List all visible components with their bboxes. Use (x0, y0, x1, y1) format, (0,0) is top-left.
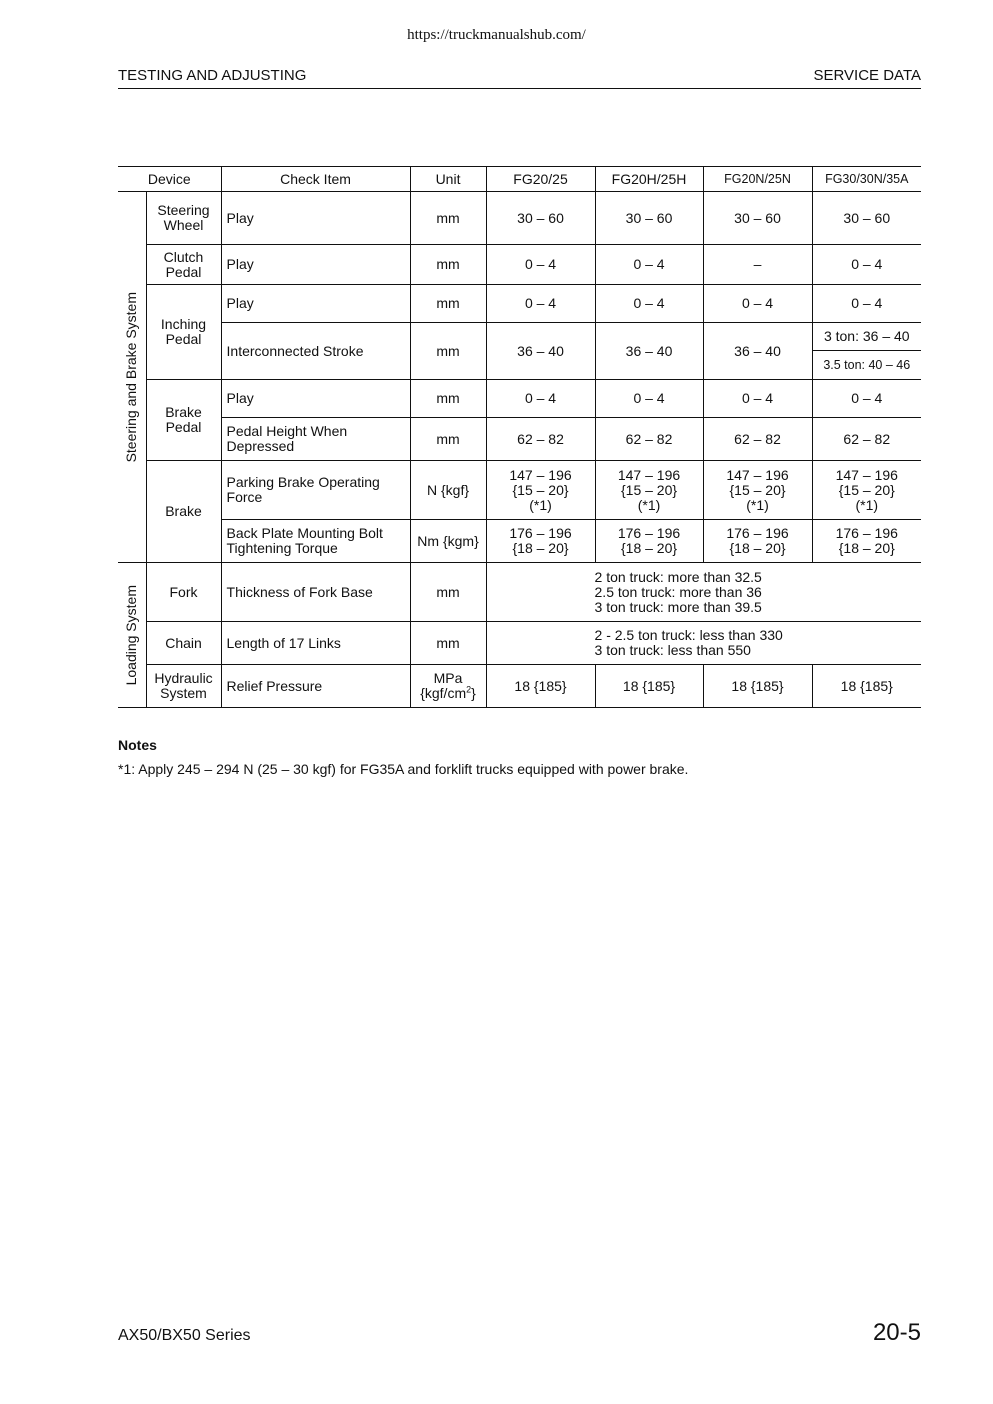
unit: mm (410, 563, 486, 622)
check-item: Length of 17 Links (221, 622, 410, 665)
col-device: Device (118, 167, 221, 192)
device-brake: Brake (146, 461, 221, 563)
value: 0 – 4 (486, 245, 595, 285)
value: 0 – 4 (703, 285, 812, 323)
value: 0 – 4 (486, 285, 595, 323)
value: 36 – 40 (703, 323, 812, 380)
check-item: Relief Pressure (221, 665, 410, 708)
value-fork-base: 2 ton truck: more than 32.5 2.5 ton truck: more than 36 3 ton truck: more than 39.5 (486, 563, 921, 622)
unit: mm (410, 380, 486, 418)
value: 147 – 196 {15 – 20} (*1) (812, 461, 921, 520)
device-clutch-pedal: Clutch Pedal (146, 245, 221, 285)
table-row (118, 192, 921, 245)
value: 62 – 82 (595, 418, 703, 461)
table-row (118, 622, 921, 665)
system-label-steering: Steering and Brake System (118, 192, 146, 563)
value-chain-length: 2 - 2.5 ton truck: less than 330 3 ton truck: less than 550 (486, 622, 921, 665)
table-row (118, 520, 921, 563)
col-check-item: Check Item (221, 167, 410, 192)
value: 30 – 60 (595, 192, 703, 245)
value: 0 – 4 (812, 285, 921, 323)
table-row (118, 245, 921, 285)
table-header-row (118, 167, 921, 192)
check-item: Back Plate Mounting Bolt Tightening Torque (221, 520, 410, 563)
col-fg20n-25n: FG20N/25N (703, 167, 812, 192)
value: 0 – 4 (595, 380, 703, 418)
check-item: Play (221, 192, 410, 245)
check-item: Thickness of Fork Base (221, 563, 410, 622)
value: 0 – 4 (812, 380, 921, 418)
value: 176 – 196 {18 – 20} (595, 520, 703, 563)
value-3-5-ton: 3.5 ton: 40 – 46 (812, 351, 921, 380)
table-row (118, 461, 921, 520)
value: 62 – 82 (703, 418, 812, 461)
unit: mm (410, 622, 486, 665)
unit: mm (410, 192, 486, 245)
service-data-table (118, 166, 921, 708)
value: 147 – 196 {15 – 20} (*1) (595, 461, 703, 520)
unit: mm (410, 245, 486, 285)
value: 0 – 4 (595, 285, 703, 323)
value: 30 – 60 (812, 192, 921, 245)
value: 176 – 196 {18 – 20} (703, 520, 812, 563)
page-number: 20-5 (872, 1319, 921, 1346)
value: 0 – 4 (703, 380, 812, 418)
value: 36 – 40 (486, 323, 595, 380)
value-3-ton: 3 ton: 36 – 40 (812, 323, 921, 351)
check-item: Play (221, 285, 410, 323)
value: 0 – 4 (486, 380, 595, 418)
unit: N {kgf} (410, 461, 486, 520)
value: 18 {185} (703, 665, 812, 708)
value: 0 – 4 (595, 245, 703, 285)
device-brake-pedal: Brake Pedal (146, 380, 221, 461)
check-item: Play (221, 380, 410, 418)
value: 18 {185} (595, 665, 703, 708)
value: 36 – 40 (595, 323, 703, 380)
check-item: Pedal Height When Depressed (221, 418, 410, 461)
col-fg20-25: FG20/25 (486, 167, 595, 192)
value: 30 – 60 (486, 192, 595, 245)
col-fg20h-25h: FG20H/25H (595, 167, 703, 192)
value: 0 – 4 (812, 245, 921, 285)
table-row (118, 418, 921, 461)
device-inching-pedal: Inching Pedal (146, 285, 221, 380)
table-row (118, 380, 921, 418)
unit: MPa $\{kgf/cm^2\}$ (410, 665, 486, 708)
source-url[interactable]: https://truckmanualshub.com/ (407, 27, 586, 43)
note-1: *1: Apply 245 – 294 N (25 – 30 kgf) for FG35A and forklift trucks equipped with power brake. (118, 761, 689, 777)
header-rule (118, 88, 921, 89)
check-item: Play (221, 245, 410, 285)
unit: mm (410, 418, 486, 461)
check-item: Interconnected Stroke (221, 323, 410, 380)
value: 62 – 82 (486, 418, 595, 461)
col-fg30-30n-35a: FG30/30N/35A (812, 167, 921, 192)
table-row (118, 563, 921, 622)
value: 176 – 196 {18 – 20} (812, 520, 921, 563)
value: 176 – 196 {18 – 20} (486, 520, 595, 563)
col-unit: Unit (410, 167, 486, 192)
value: 30 – 60 (703, 192, 812, 245)
device-steering-wheel: Steering Wheel (146, 192, 221, 245)
table-row (118, 285, 921, 323)
value: 18 {185} (812, 665, 921, 708)
device-hydraulic-system: Hydraulic System (146, 665, 221, 708)
device-chain: Chain (146, 622, 221, 665)
unit: mm (410, 323, 486, 380)
table-row (118, 665, 921, 708)
system-label-loading: Loading System (118, 563, 146, 708)
table-row (118, 323, 921, 351)
header-chapter-title: SERVICE DATA (813, 67, 921, 84)
value: 147 – 196 {15 – 20} (*1) (703, 461, 812, 520)
value: 147 – 196 {15 – 20} (*1) (486, 461, 595, 520)
device-fork: Fork (146, 563, 221, 622)
value: 18 {185} (486, 665, 595, 708)
check-item: Parking Brake Operating Force (221, 461, 410, 520)
value: 62 – 82 (812, 418, 921, 461)
notes-title: Notes (118, 737, 157, 753)
unit: mm (410, 285, 486, 323)
footer-series: AX50/BX50 Series (118, 1327, 251, 1344)
header-section-title: TESTING AND ADJUSTING (118, 67, 307, 84)
unit: Nm {kgm} (410, 520, 486, 563)
value: – (703, 245, 812, 285)
